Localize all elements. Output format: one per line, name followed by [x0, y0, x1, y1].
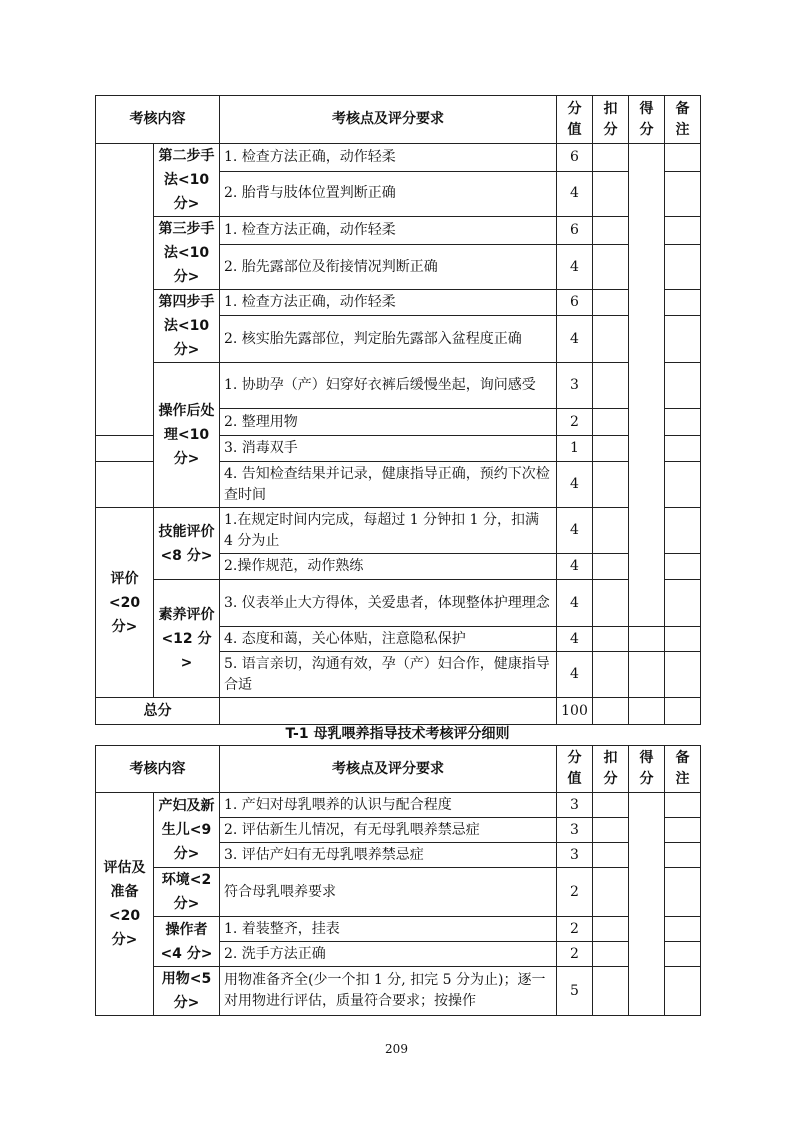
item-text: 4. 态度和蔼，关心体贴，注意隐私保护	[220, 627, 557, 652]
remark-cell[interactable]	[665, 171, 701, 216]
deduct-cell[interactable]	[593, 868, 629, 917]
blank-category-cell	[96, 462, 154, 508]
item-text: 2. 洗手方法正确	[220, 942, 557, 967]
skill-label: 技能评价<8 分>	[154, 508, 220, 580]
header-points: 考核点及评分要求	[220, 96, 557, 144]
deduct-cell[interactable]	[593, 554, 629, 580]
table-row	[96, 917, 701, 942]
item-text: 2. 核实胎先露部位，判定胎先露部入盆程度正确	[220, 316, 557, 363]
table-row	[96, 580, 701, 627]
remark-cell[interactable]	[665, 409, 701, 436]
remark-cell[interactable]	[665, 245, 701, 290]
item-text: 符合母乳喂养要求	[220, 868, 557, 917]
item-text: 3. 仪表举止大方得体，关爱患者，体现整体护理理念	[220, 580, 557, 627]
blank-category-cell	[96, 144, 154, 436]
deduct-cell[interactable]	[593, 508, 629, 554]
item-score: 4	[557, 508, 593, 554]
remark-cell[interactable]	[665, 436, 701, 462]
deduct-cell[interactable]	[593, 436, 629, 462]
item-score: 2	[557, 409, 593, 436]
item-text: 2. 胎背与肢体位置判断正确	[220, 171, 557, 216]
header-remark: 备注	[665, 746, 701, 793]
item-score: 3	[557, 363, 593, 409]
remark-cell[interactable]	[665, 868, 701, 917]
step3-label: 第三步手法<10 分>	[154, 217, 220, 290]
remark-cell[interactable]	[665, 843, 701, 868]
remark-cell[interactable]	[665, 793, 701, 818]
item-score: 3	[557, 843, 593, 868]
deduct-cell[interactable]	[593, 316, 629, 363]
page-number: 209	[385, 1042, 408, 1056]
supplies-label: 用物<5 分>	[154, 967, 220, 1016]
operator-label: 操作者<4 分>	[154, 917, 220, 967]
header-row	[96, 96, 701, 144]
post-label: 操作后处理<10 分>	[154, 363, 220, 508]
remark-cell[interactable]	[665, 554, 701, 580]
item-text: 3. 评估产妇有无母乳喂养禁忌症	[220, 843, 557, 868]
gain-cell[interactable]	[629, 627, 665, 652]
table-row	[96, 508, 701, 554]
table-row	[96, 217, 701, 245]
total-blank	[220, 698, 557, 725]
item-score: 4	[557, 462, 593, 508]
remark-cell[interactable]	[665, 818, 701, 843]
deduct-cell[interactable]	[593, 217, 629, 245]
item-score: 6	[557, 290, 593, 316]
deduct-cell[interactable]	[593, 917, 629, 942]
table-2-title: T-1 母乳喂养指导技术考核评分细则	[285, 726, 510, 742]
item-text: 1. 产妇对母乳喂养的认识与配合程度	[220, 793, 557, 818]
deduct-cell[interactable]	[593, 627, 629, 652]
item-text: 2. 胎先露部位及衔接情况判断正确	[220, 245, 557, 290]
item-score: 4	[557, 580, 593, 627]
item-score: 6	[557, 217, 593, 245]
remark-cell[interactable]	[665, 967, 701, 1016]
deduct-cell[interactable]	[593, 942, 629, 967]
header-score: 分值	[557, 96, 593, 144]
remark-cell[interactable]	[665, 508, 701, 554]
item-score: 2	[557, 942, 593, 967]
item-text: 3. 消毒双手	[220, 436, 557, 462]
item-score: 4	[557, 554, 593, 580]
table-row	[96, 144, 701, 172]
header-score: 分值	[557, 746, 593, 793]
remark-cell[interactable]	[665, 917, 701, 942]
remark-cell[interactable]	[665, 290, 701, 316]
deduct-cell[interactable]	[593, 363, 629, 409]
table-row	[96, 363, 701, 409]
item-score: 3	[557, 793, 593, 818]
item-score: 2	[557, 917, 593, 942]
item-score: 4	[557, 316, 593, 363]
deduct-cell[interactable]	[593, 967, 629, 1016]
assessment-table-1	[95, 95, 701, 725]
header-content: 考核内容	[96, 746, 220, 793]
table-row	[96, 967, 701, 1016]
group-label: 评估及准备<20 分>	[96, 793, 154, 1016]
remark-cell[interactable]	[665, 627, 701, 652]
item-text: 2.操作规范，动作熟练	[220, 554, 557, 580]
header-content: 考核内容	[96, 96, 220, 144]
step4-label: 第四步手法<10 分>	[154, 290, 220, 363]
item-text: 2. 整理用物	[220, 409, 557, 436]
quality-label: 素养评价<12 分>	[154, 580, 220, 698]
item-text: 用物准备齐全(少一个扣 1 分, 扣完 5 分为止)；逐一对用物进行评估，质量符合要求；按操作	[220, 967, 557, 1016]
remark-cell[interactable]	[665, 580, 701, 627]
item-score: 4	[557, 171, 593, 216]
header-row	[96, 746, 701, 793]
env-label: 环境<2 分>	[154, 868, 220, 917]
item-text: 5. 语言亲切，沟通有效，孕（产）妇合作，健康指导合适	[220, 652, 557, 698]
remark-cell[interactable]	[665, 316, 701, 363]
deduct-cell[interactable]	[593, 843, 629, 868]
total-row	[96, 698, 701, 725]
remark-cell[interactable]	[665, 217, 701, 245]
item-text: 1. 协助孕（产）妇穿好衣裤后缓慢坐起，询问感受	[220, 363, 557, 409]
blank-category-cell	[96, 436, 154, 462]
deduct-cell[interactable]	[593, 290, 629, 316]
item-score: 4	[557, 245, 593, 290]
total-score: 100	[557, 698, 593, 725]
header-points: 考核点及评分要求	[220, 746, 557, 793]
item-score: 4	[557, 652, 593, 698]
item-score: 5	[557, 967, 593, 1016]
mother-label: 产妇及新生儿<9 分>	[154, 793, 220, 868]
deduct-cell[interactable]	[593, 144, 629, 172]
step2-label: 第二步手法<10 分>	[154, 144, 220, 217]
gain-cell[interactable]	[629, 698, 665, 725]
item-text: 1. 着装整齐，挂表	[220, 917, 557, 942]
item-score: 6	[557, 144, 593, 172]
gain-cell[interactable]	[629, 793, 665, 1016]
remark-cell[interactable]	[665, 462, 701, 508]
item-score: 3	[557, 818, 593, 843]
item-text: 4. 告知检查结果并记录，健康指导正确，预约下次检查时间	[220, 462, 557, 508]
remark-cell[interactable]	[665, 652, 701, 698]
deduct-cell[interactable]	[593, 462, 629, 508]
table-row	[96, 290, 701, 316]
total-label: 总分	[96, 698, 220, 725]
deduct-cell[interactable]	[593, 409, 629, 436]
item-score: 4	[557, 627, 593, 652]
header-gain: 得分	[629, 96, 665, 144]
remark-cell[interactable]	[665, 698, 701, 725]
item-score: 1	[557, 436, 593, 462]
remark-cell[interactable]	[665, 144, 701, 172]
gain-cell[interactable]	[629, 652, 665, 698]
remark-cell[interactable]	[665, 363, 701, 409]
item-score: 2	[557, 868, 593, 917]
item-text: 1. 检查方法正确，动作轻柔	[220, 144, 557, 172]
table-row	[96, 868, 701, 917]
eval-label: 评价<20 分>	[96, 508, 154, 698]
assessment-table-2	[95, 745, 701, 1016]
deduct-cell[interactable]	[593, 793, 629, 818]
deduct-cell[interactable]	[593, 698, 629, 725]
header-remark: 备注	[665, 96, 701, 144]
remark-cell[interactable]	[665, 942, 701, 967]
item-text: 1. 检查方法正确，动作轻柔	[220, 290, 557, 316]
header-gain: 得分	[629, 746, 665, 793]
deduct-cell[interactable]	[593, 245, 629, 290]
item-text: 1. 检查方法正确，动作轻柔	[220, 217, 557, 245]
deduct-cell[interactable]	[593, 580, 629, 627]
table-row	[96, 793, 701, 818]
header-deduct: 扣分	[593, 746, 629, 793]
header-deduct: 扣分	[593, 96, 629, 144]
gain-cell[interactable]	[629, 144, 665, 627]
item-text: 1.在规定时间内完成，每超过 1 分钟扣 1 分，扣满 4 分为止	[220, 508, 557, 554]
deduct-cell[interactable]	[593, 818, 629, 843]
item-text: 2. 评估新生儿情况，有无母乳喂养禁忌症	[220, 818, 557, 843]
deduct-cell[interactable]	[593, 171, 629, 216]
deduct-cell[interactable]	[593, 652, 629, 698]
